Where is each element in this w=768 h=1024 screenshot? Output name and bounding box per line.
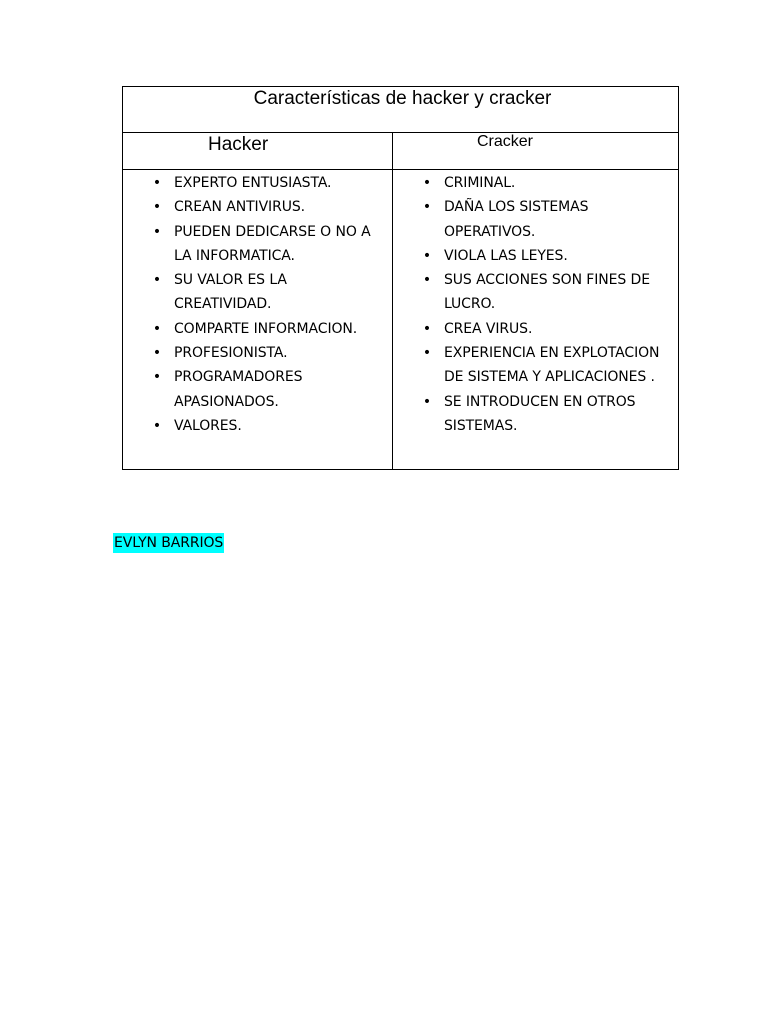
list-item — [393, 171, 678, 195]
bullet-icon: • — [152, 369, 162, 386]
bullet-icon: • — [422, 175, 432, 191]
list-item — [393, 244, 678, 268]
list-item — [393, 195, 678, 244]
list-item-text: CREA VIRUS. — [444, 320, 533, 337]
list-item-text: VIOLA LAS LEYES. — [444, 247, 568, 264]
list-item — [393, 317, 678, 341]
hacker-list — [123, 171, 391, 438]
bullet-icon: • — [152, 175, 162, 191]
list-item-text: CREAN ANTIVIRUS. — [174, 199, 305, 216]
comparison-table — [122, 86, 679, 470]
bullet-icon: • — [152, 272, 162, 289]
bullet-icon: • — [152, 199, 162, 216]
list-item — [123, 195, 391, 219]
bullet-icon: • — [422, 247, 432, 264]
table-header-row — [123, 133, 678, 170]
list-item — [123, 341, 391, 365]
bullet-icon: • — [152, 223, 162, 240]
list-item-text: SU VALOR ES LA CREATIVIDAD. — [174, 272, 287, 313]
table-title: Características de hacker y cracker — [253, 88, 552, 109]
bullet-icon: • — [152, 345, 162, 362]
list-item-text: PROFESIONISTA. — [174, 345, 288, 362]
bullet-icon: • — [422, 199, 432, 216]
list-item-text: EXPERIENCIA EN EXPLOTACION DE SISTEMA Y APLICACIONES . — [444, 345, 660, 386]
list-item — [123, 171, 391, 195]
list-item-text: PUEDEN DEDICARSE O NO A LA INFORMATICA. — [174, 223, 371, 264]
bullet-icon: • — [152, 417, 162, 434]
list-item — [123, 365, 391, 414]
list-item-text: DAÑA LOS SISTEMAS OPERATIVOS. — [444, 199, 589, 240]
list-item-text: CRIMINAL. — [444, 175, 516, 191]
column-header-hacker: Hacker — [208, 134, 269, 155]
author-name: EVLYN BARRIOS — [114, 535, 224, 551]
list-item — [393, 268, 678, 317]
list-item — [393, 341, 678, 390]
list-item — [123, 220, 391, 269]
list-item-text: SE INTRODUCEN EN OTROS SISTEMAS. — [444, 393, 636, 434]
cracker-list — [393, 171, 678, 438]
list-item-text: COMPARTE INFORMACION. — [174, 320, 358, 337]
list-item — [123, 414, 391, 438]
list-item-text: SUS ACCIONES SON FINES DE LUCRO. — [444, 272, 650, 313]
column-header-cracker: Cracker — [477, 133, 534, 150]
list-item-text: VALORES. — [174, 417, 242, 434]
list-item — [123, 268, 391, 317]
list-item — [123, 317, 391, 341]
list-item-text: PROGRAMADORES APASIONADOS. — [174, 369, 303, 410]
list-item — [393, 390, 678, 439]
bullet-icon: • — [422, 393, 432, 410]
bullet-icon: • — [422, 272, 432, 289]
bullet-icon: • — [422, 320, 432, 337]
bullet-icon: • — [152, 320, 162, 337]
bullet-icon: • — [422, 345, 432, 362]
table-title-row — [123, 87, 678, 133]
list-item-text: EXPERTO ENTUSIASTA. — [174, 175, 332, 191]
